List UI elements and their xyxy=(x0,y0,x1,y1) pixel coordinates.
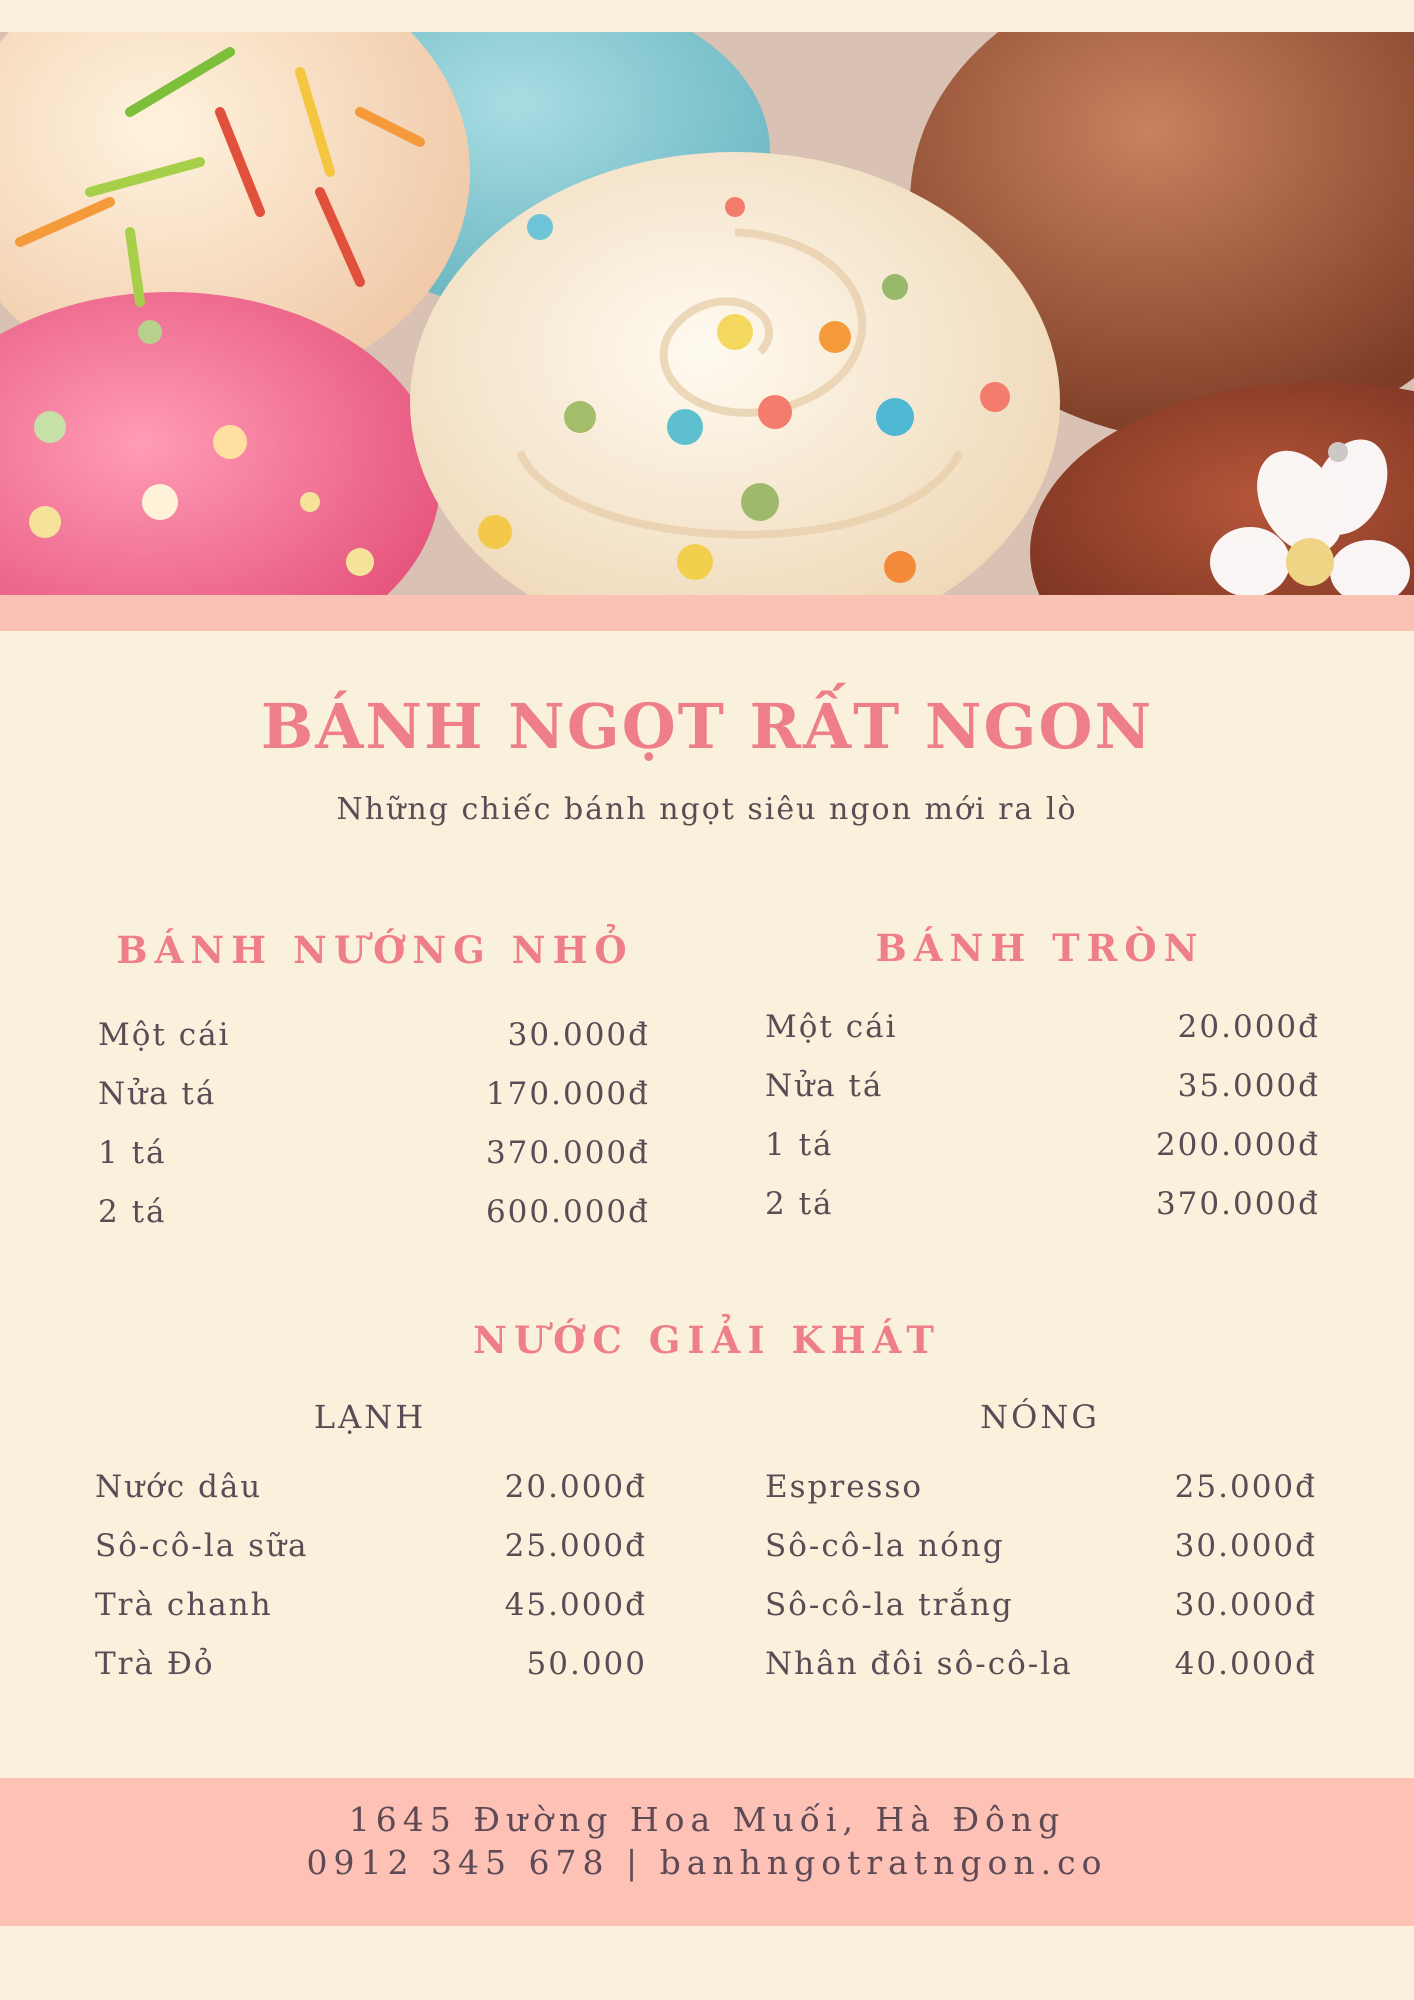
item-name: Sô-cô-la trắng xyxy=(765,1587,1014,1623)
subheading-hot: NÓNG xyxy=(980,1398,1100,1436)
section-title-donuts: BÁNH TRÒN xyxy=(875,926,1205,970)
hero-image xyxy=(0,32,1414,595)
item-name: 1 tá xyxy=(765,1127,834,1163)
item-name: Trà chanh xyxy=(95,1587,273,1623)
item-name: Nhân đôi sô-cô-la xyxy=(765,1646,1073,1682)
list-item xyxy=(98,1076,650,1135)
item-name: Trà Đỏ xyxy=(95,1646,215,1682)
item-price: 35.000đ xyxy=(1177,1068,1320,1104)
section-title-drinks: NƯỚC GIẢI KHÁT xyxy=(473,1318,941,1362)
item-price: 30.000đ xyxy=(1174,1587,1317,1623)
item-name: Sô-cô-la sữa xyxy=(95,1528,309,1564)
item-price: 40.000đ xyxy=(1174,1646,1317,1682)
price-list-hot-drinks xyxy=(765,1469,1317,1705)
subheading-cold: LẠNH xyxy=(313,1398,427,1436)
list-item xyxy=(765,1528,1317,1587)
list-item xyxy=(98,1017,650,1076)
price-list-cupcakes xyxy=(98,1017,650,1253)
list-item xyxy=(765,1127,1320,1186)
page-subtitle: Những chiếc bánh ngọt siêu ngon mới ra lò xyxy=(336,792,1078,827)
list-item xyxy=(765,1186,1320,1245)
item-price: 25.000đ xyxy=(504,1528,647,1564)
item-name: Nước dâu xyxy=(95,1469,263,1505)
item-price: 45.000đ xyxy=(504,1587,647,1623)
item-price: 20.000đ xyxy=(1177,1009,1320,1045)
item-name: Espresso xyxy=(765,1469,924,1505)
price-list-donuts xyxy=(765,1009,1320,1245)
item-name: Một cái xyxy=(98,1017,231,1053)
item-name: Nửa tá xyxy=(98,1076,217,1112)
list-item xyxy=(95,1587,647,1646)
list-item xyxy=(95,1646,647,1705)
item-price: 170.000đ xyxy=(485,1076,650,1112)
section-title-cupcakes: BÁNH NƯỚNG NHỎ xyxy=(116,928,634,972)
item-price: 600.000đ xyxy=(485,1194,650,1230)
item-name: Sô-cô-la nóng xyxy=(765,1528,1005,1564)
page-title: BÁNH NGỌT RẤT NGON xyxy=(260,690,1154,763)
list-item xyxy=(98,1135,650,1194)
price-list-cold-drinks xyxy=(95,1469,647,1705)
item-name: Nửa tá xyxy=(765,1068,884,1104)
item-name: 1 tá xyxy=(98,1135,167,1171)
item-price: 25.000đ xyxy=(1174,1469,1317,1505)
decorative-band xyxy=(0,595,1414,631)
footer-band xyxy=(0,1778,1414,1926)
list-item xyxy=(765,1068,1320,1127)
item-price: 30.000đ xyxy=(507,1017,650,1053)
list-item xyxy=(765,1646,1317,1705)
list-item xyxy=(98,1194,650,1253)
item-price: 50.000 xyxy=(526,1646,647,1682)
item-price: 200.000đ xyxy=(1155,1127,1320,1163)
item-price: 370.000đ xyxy=(1155,1186,1320,1222)
footer-contact: 0912 345 678 | banhngotratngon.co xyxy=(306,1843,1108,1882)
footer-address: 1645 Đường Hoa Muối, Hà Đông xyxy=(348,1800,1066,1839)
list-item xyxy=(765,1587,1317,1646)
item-name: Một cái xyxy=(765,1009,898,1045)
item-name: 2 tá xyxy=(765,1186,834,1222)
list-item xyxy=(765,1009,1320,1068)
list-item xyxy=(765,1469,1317,1528)
item-price: 370.000đ xyxy=(485,1135,650,1171)
item-price: 20.000đ xyxy=(504,1469,647,1505)
cupcakes-photo xyxy=(0,32,1414,595)
list-item xyxy=(95,1528,647,1587)
item-price: 30.000đ xyxy=(1174,1528,1317,1564)
list-item xyxy=(95,1469,647,1528)
item-name: 2 tá xyxy=(98,1194,167,1230)
